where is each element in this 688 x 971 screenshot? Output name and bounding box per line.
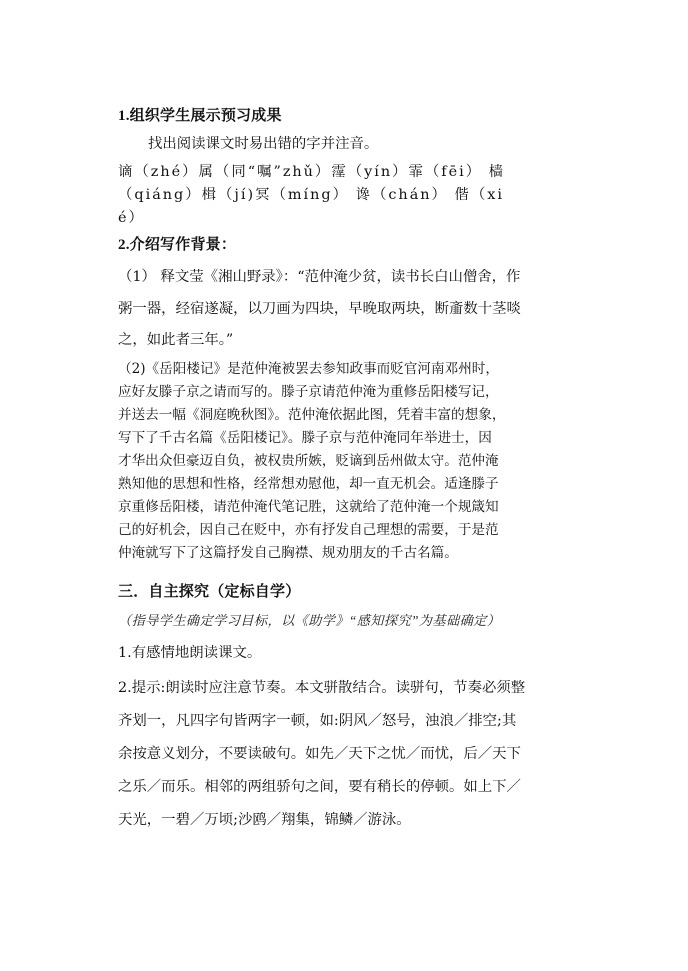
background-para2-line-9: 仲淹就写下了这篇抒发自己胸襟、规劝朋友的千古名篇。 [118, 545, 458, 561]
background-para1-line-1: （1） 释文莹《湘山野录》：“范仲淹少贫，读书长白山僧舍，作 [118, 269, 521, 285]
reading-tip-line-1: 2.提示:朗读时应注意节奏。本文骈散结合。读骈句，节奏必须整 [118, 680, 526, 696]
background-para2-line-8: 己的好机会，因自己在贬中，亦有抒发自己理想的需要，于是范 [118, 522, 499, 538]
background-para2-line-4: 写下了千古名篇《岳阳楼记》。滕子京与范仲淹同年举进士，因 [118, 430, 492, 446]
section1-intro: 找出阅读课文时易出错的字并注音。 [148, 136, 379, 152]
reading-tip-line-5: 天光，一碧／万顷;沙鸥／翔集，锦鳞／游泳。 [118, 812, 411, 828]
section3-note: （指导学生确定学习目标，以《助学》“感知探究”为基础确定） [118, 613, 501, 628]
reading-tip-line-4: 之乐／而乐。相邻的两组骄句之间，要有稍长的停顿。如上下／ [118, 779, 521, 795]
background-para2-line-3: 并送去一幅《洞庭晚秋图》。范仲淹依据此图，凭着丰富的想象， [118, 407, 506, 423]
background-para2-line-7: 京重修岳阳楼，请范仲淹代笔记胜，这就给了范仲淹一个规箴知 [118, 499, 499, 515]
background-para1-line-2: 粥一器，经宿遂凝，以刀画为四块，早晚取两块，断齑数十茎啖 [118, 301, 521, 317]
background-para2-line-1: （2)《岳阳楼记》是范仲淹被罢去参知政事而贬官河南邓州时， [118, 361, 499, 377]
background-para2-line-5: 才华出众但豪迈自负，被权贵所嫉，贬谪到岳州做太守。范仲淹 [118, 453, 499, 469]
section1-heading: 1.组织学生展示预习成果 [118, 108, 282, 124]
reading-tip-line-3: 余按意义划分，不要读破句。如先／天下之忧／而忧，后／天下 [118, 746, 521, 762]
section3-heading: 三．自主探究（定标自学） [118, 584, 301, 600]
section2-heading: 2.介绍写作背景： [118, 237, 237, 253]
background-para2-line-2: 应好友滕子京之请而写的。滕子京请范仲淹为重修岳阳楼写记， [118, 384, 499, 400]
background-para2-line-6: 熟知他的思想和性格，经常想劝慰他，却一直无机会。适逢滕子 [118, 476, 499, 492]
section3-item1: 1.有感情地朗读课文。 [118, 645, 262, 661]
reading-tip-line-2: 齐划一，凡四字句皆两字一顿，如:阴风／怒号，浊浪／排空;其 [118, 713, 517, 729]
background-para1-line-3: 之，如此者三年。” [118, 332, 234, 348]
pinyin-line-3: é） [118, 210, 145, 226]
pinyin-line-1: 谪（zhé）属（同“嘱”zhǔ）霪（yín）霏（fēi） 樯 [118, 164, 506, 180]
pinyin-line-2: （qiáng）楫（jí)冥（míng） 谗（chán） 偕（xi [118, 187, 505, 203]
